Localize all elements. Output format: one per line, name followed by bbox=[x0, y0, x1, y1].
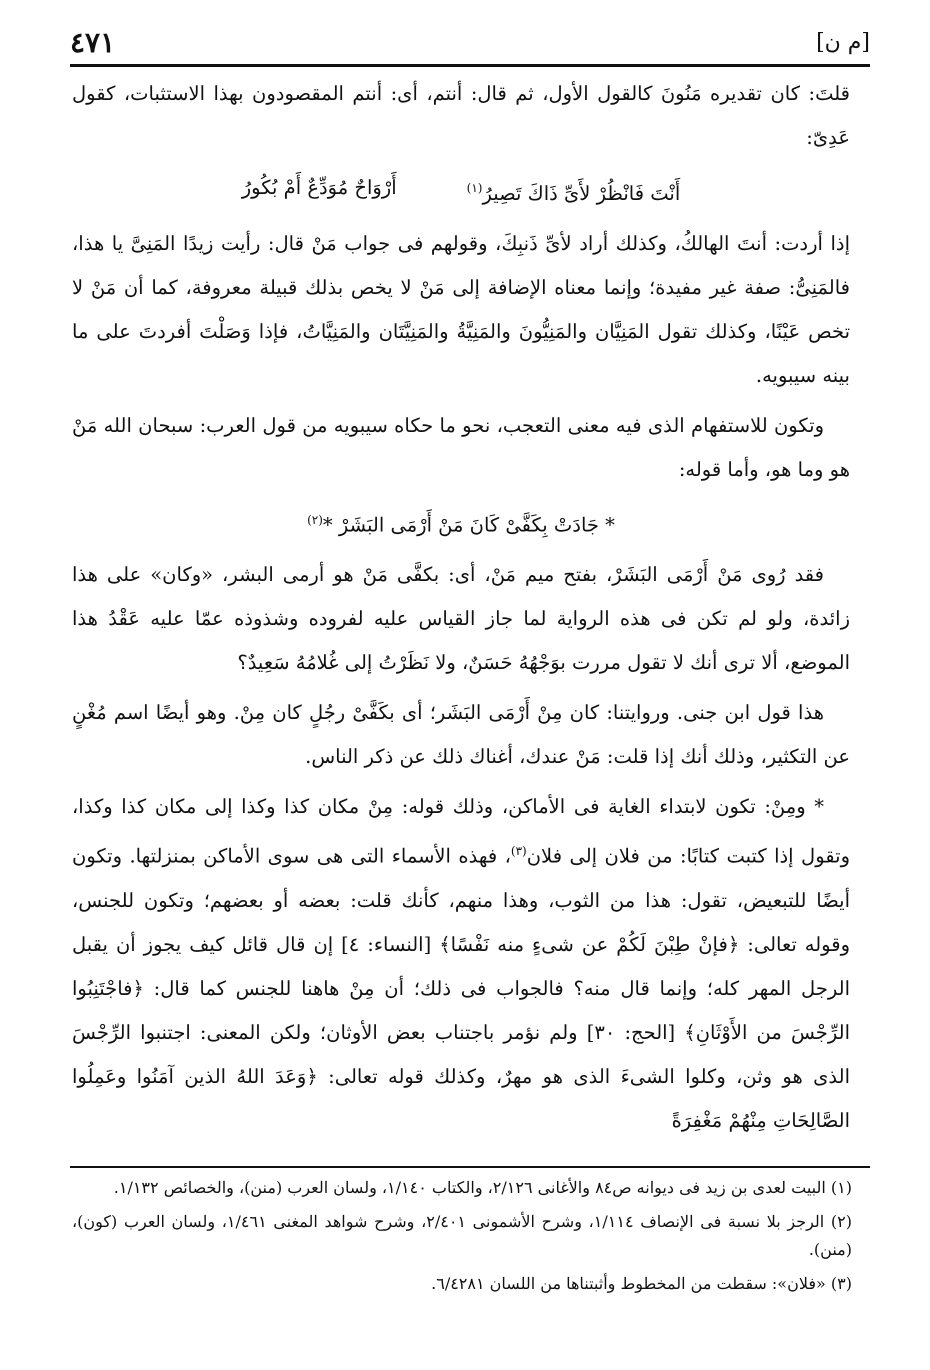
footnote-ref: (٢) bbox=[307, 512, 323, 527]
main-text bbox=[72, 72, 850, 1149]
footnotes bbox=[72, 1174, 852, 1304]
paragraph: هذا قول ابن جنى. وروايتنا: كان مِنْ أَرْمَى البَشَر؛ أى بكَفَّىْ رجُلٍ كان مِنْ. وهو أيضًا اسم مُغْنٍ عن التكثير، وذلك أنك إذا قلت: مَنْ عندك، أغناك ذلك عن ذكر الناس. bbox=[72, 701, 850, 768]
verse-hemistich-left: أَرْوَاحٌ مُوَدِّعٌ أَمْ بُكُورُ bbox=[241, 176, 397, 199]
running-header bbox=[70, 22, 870, 62]
footnote-ref: (١) bbox=[466, 181, 483, 195]
footnote: (٣) «فلان»: سقطت من المخطوط وأثبتناها من اللسان ٦/٤٢٨١. bbox=[431, 1274, 852, 1293]
paragraph: وتكون للاستفهام الذى فيه معنى التعجب، نحو ما حكاه سيبويه من قول العرب: سبحان الله مَنْ هو وما هو، وأما قوله: bbox=[72, 413, 850, 481]
verse-line: * جَادَتْ بِكَفَّىْ كَانَ مَنْ أَرْمَى البَشَرْ *$^{(٢)}$ bbox=[307, 512, 615, 536]
footnote: (١) البيت لعدى بن زيد فى ديوانه ص٨٤ والأغانى ٢/١٢٦، والكتاب ١/١٤٠، ولسان العرب (منن)، والخصائص ١/١٣٢. bbox=[113, 1178, 852, 1197]
verse-hemistich-right: أَنْتَ فَانْظُرْ لأَىِّ ذَاكَ تَصِيرُ$^{(١)}$ bbox=[466, 181, 681, 205]
page-number: ٤٧١ bbox=[70, 26, 116, 59]
section-tag: [م ن] bbox=[816, 30, 870, 55]
footnote: (٢) الرجز بلا نسبة فى الإنصاف ١/١١٤، وشرح الأشمونى ٢/٤٠١، وشرح شواهد المغنى ١/٤٦١، ولسان العرب (كون)، (منن). bbox=[72, 1212, 853, 1259]
header-rule bbox=[70, 64, 870, 67]
footnote-ref: (٣) bbox=[510, 844, 527, 858]
paragraph: قلتَ: كان تقديره مَنُونَ كالقول الأول، ثم قال: أنتم، أى: أنتم المقصودون بهذا الاستثبات، كقول عَدِىّ: bbox=[72, 82, 850, 149]
verse-line bbox=[72, 166, 850, 216]
paragraph: فقد رُوى مَنْ أَرْمَى البَشَرْ، بفتح ميم مَنْ، أى: بكفَّى مَنْ هو أرمى البشر، «وكان» على هذا زائدة، ولو لم تكن فى هذه الرواية لما جاز القياس عليه لفروده وشذوذه عمّا عليه عَقْدُ هذا الموضع، ألا ترى أنك لا تقول مررت بوَجْهُهُ حَسَنٌ، ولا نَظَرْتُ إلى غُلامُهُ سَعِيدٌ؟ bbox=[72, 563, 850, 674]
paragraph: * ومِنْ: تكون لابتداء الغاية فى الأماكن، وذلك قوله: مِنْ مكان كذا وكذا إلى مكان كذا وكذا، وتقول إذا كتبت كتابًا: من فلان إلى فلان$^{(٣)}$، فهذه الأسماء التى هى سوى الأماكن بمنزلتها. وتكون أيضًا للتبعيض، تقول: هذا من الثوب، وهذا منهم، كأنك قلت: بعضه أو بعضهم؛ وتكون للجنس، وقوله تعالى: ﴿فإنْ طِبْنَ لَكُمْ عن شىءٍ منه نَفْسًا﴾ [النساء: ٤] إن قال قائل كيف يجوز أن يقبل الرجل المهر كله؛ وإنما قال منه؟ فالجواب فى ذلك؛ أن مِنْ هاهنا للجنس كما قال: ﴿فاجْتَنِبُوا الرِّجْسَ من الأَوْثَانِ﴾ [الحج: ٣٠] ولم نؤمر باجتناب بعض الأوثان؛ ولكن المعنى: اجتنبوا الرِّجْسَ الذى هو وثن، وكلوا الشىءَ الذى هو مهرٌ، وكذلك قوله تعالى: ﴿وَعَدَ اللهُ الذين آمَنُوا وعَمِلُوا الصَّالِحَاتِ مِنْهُمْ مَغْفِرَةً bbox=[72, 795, 850, 1132]
paragraph: إذا أردت: أنتَ الهالكُ، وكذلك أراد لأىِّ ذَنبِكَ، وقولهم فى جواب مَنْ قال: رأيت زيدًا المَنِىَّ يا هذا، فالمَنِىُّ: صفة غير مفيدة؛ وإنما معناه الإضافة إلى مَنْ لا يخص بذلك قبيلة معروفة، كما أن مَنْ لا تخص عَيْنًا، وكذلك تقول المَنِيَّان والمَنِيُّونَ والمَنِيَّةُ والمَنِيَّتَان والمَنِيَّاتُ، فإذا وَصَلْتَ أفردتَ على ما بينه سيبويه. bbox=[72, 231, 850, 387]
footnote-rule bbox=[70, 1166, 870, 1168]
